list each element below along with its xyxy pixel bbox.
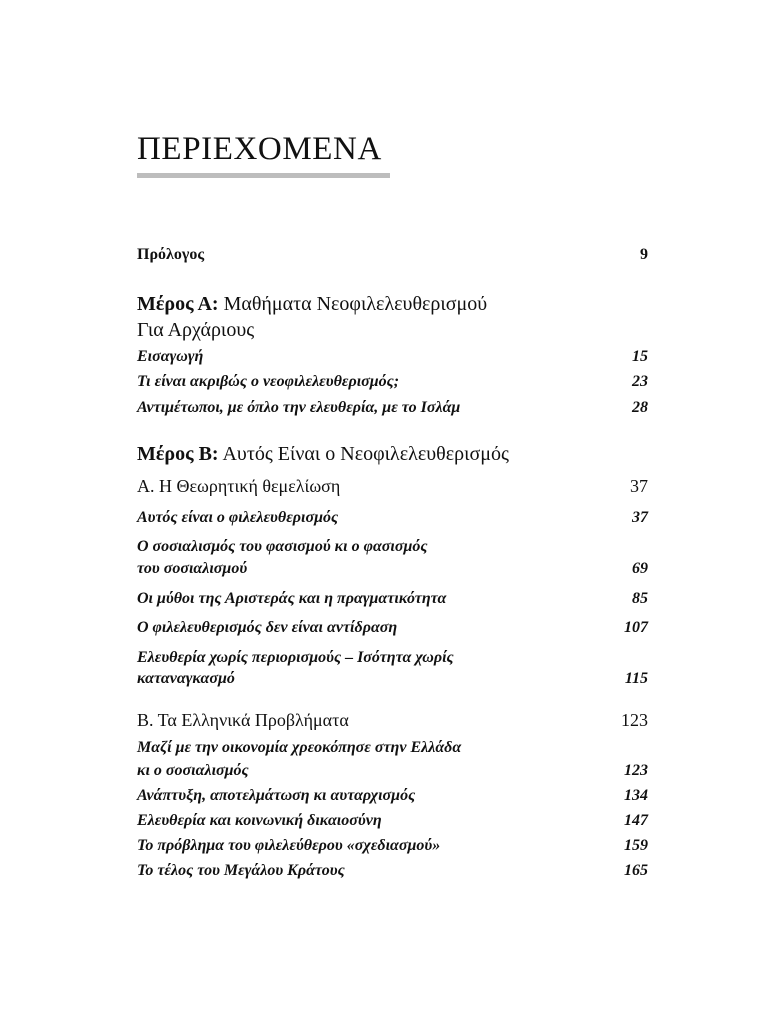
toc-entry[interactable] [137,835,648,857]
toc-entry-page: 9 [640,246,648,263]
part-a-title-line1: Μαθήματα Νεοφιλελευθερισμού [223,293,488,315]
toc-entry[interactable] [137,860,648,882]
toc-entry-line1[interactable] [137,647,648,669]
title-underline [137,173,390,178]
toc-entry[interactable] [137,617,648,639]
section-b-page: 123 [621,710,648,730]
section-a-heading[interactable] [137,474,648,498]
part-b-title: Αυτός Είναι ο Νεοφιλελευθερισμός [222,443,509,465]
section-b-heading[interactable] [137,708,648,732]
part-a-heading-line2 [137,317,648,344]
toc-entry-page: 147 [624,812,648,829]
toc-entry[interactable] [137,785,648,807]
toc-entry-label: Το τέλος του Μεγάλου Κράτους [137,862,345,879]
toc-entry-label: Τι είναι ακριβώς ο νεοφιλελευθερισμός; [137,373,400,390]
toc-entry-line2[interactable] [137,668,648,690]
toc-entry-page: 37 [632,509,648,526]
toc-entry-page: 85 [632,590,648,607]
page-title: ΠΕΡΙΕΧΟΜΕΝΑ [137,131,382,167]
toc-entry[interactable] [137,507,648,529]
toc-entry-page: 165 [624,862,648,879]
toc-entry-label: Ο φιλελευθερισμός δεν είναι αντίδραση [137,619,398,636]
section-a-page: 37 [630,476,648,496]
toc-entry[interactable] [137,397,648,419]
toc-entry-page: 115 [624,670,648,687]
toc-entry-label: Ο σοσιαλισμός του φασισμού κι ο φασισμός [137,538,428,555]
toc-entry-line2[interactable] [137,558,648,580]
toc-entry-label: Το πρόβλημα του φιλελεύθερου «σχεδιασμού» [137,837,441,854]
toc-entry-line1[interactable] [137,737,648,759]
toc-entry-page: 134 [624,787,648,804]
toc-entry-page: 123 [624,762,648,779]
toc-entry-line1[interactable] [137,536,648,558]
toc-entry-label: Ανάπτυξη, αποτελμάτωση κι αυταρχισμός [137,787,416,804]
toc-entry-page: 28 [632,399,648,416]
toc-entry-label: Πρόλογος [137,246,205,263]
toc-entry-label: Εισαγωγή [137,348,204,365]
toc-entry-label-cont: του σοσιαλισμού [137,560,248,577]
part-b-prefix: Μέρος Β: [137,443,219,465]
toc-entry-page: 69 [632,560,648,577]
toc-entry-label-cont: καταναγκασμό [137,670,235,687]
toc-entry-page: 107 [624,619,648,636]
section-b-label: Β. Τα Ελληνικά Προβλήματα [137,710,349,730]
toc-entry[interactable] [137,346,648,368]
toc-entry-page: 15 [632,348,648,365]
toc-entry-label: Αυτός είναι ο φιλελευθερισμός [137,509,339,526]
toc-entry-page: 159 [624,837,648,854]
toc-entry-label: Μαζί με την οικονομία χρεοκόπησε στην Ελλάδα [137,739,462,756]
toc-entry-label: Ελευθερία χωρίς περιορισμούς – Ισότητα χωρίς [137,649,454,666]
toc-entry[interactable] [137,371,648,393]
part-b-heading [137,441,648,468]
toc-entry-label-cont: κι ο σοσιαλισμός [137,762,249,779]
toc-entry-prologue[interactable] [137,244,648,266]
part-a-heading [137,291,648,318]
part-a-title-line2: Για Αρχάριους [137,319,255,341]
toc-entry-label: Αντιμέτωποι, με όπλο την ελευθερία, με το Ισλάμ [137,399,461,416]
toc-entry-label: Οι μύθοι της Αριστεράς και η πραγματικότητα [137,590,447,607]
toc-entry-page: 23 [632,373,648,390]
part-a-prefix: Μέρος Α: [137,293,219,315]
toc-entry[interactable] [137,588,648,610]
section-a-label: Α. Η Θεωρητική θεμελίωση [137,476,341,496]
toc-entry-line2[interactable] [137,760,648,782]
toc-entry[interactable] [137,810,648,832]
toc-entry-label: Ελευθερία και κοινωνική δικαιοσύνη [137,812,382,829]
